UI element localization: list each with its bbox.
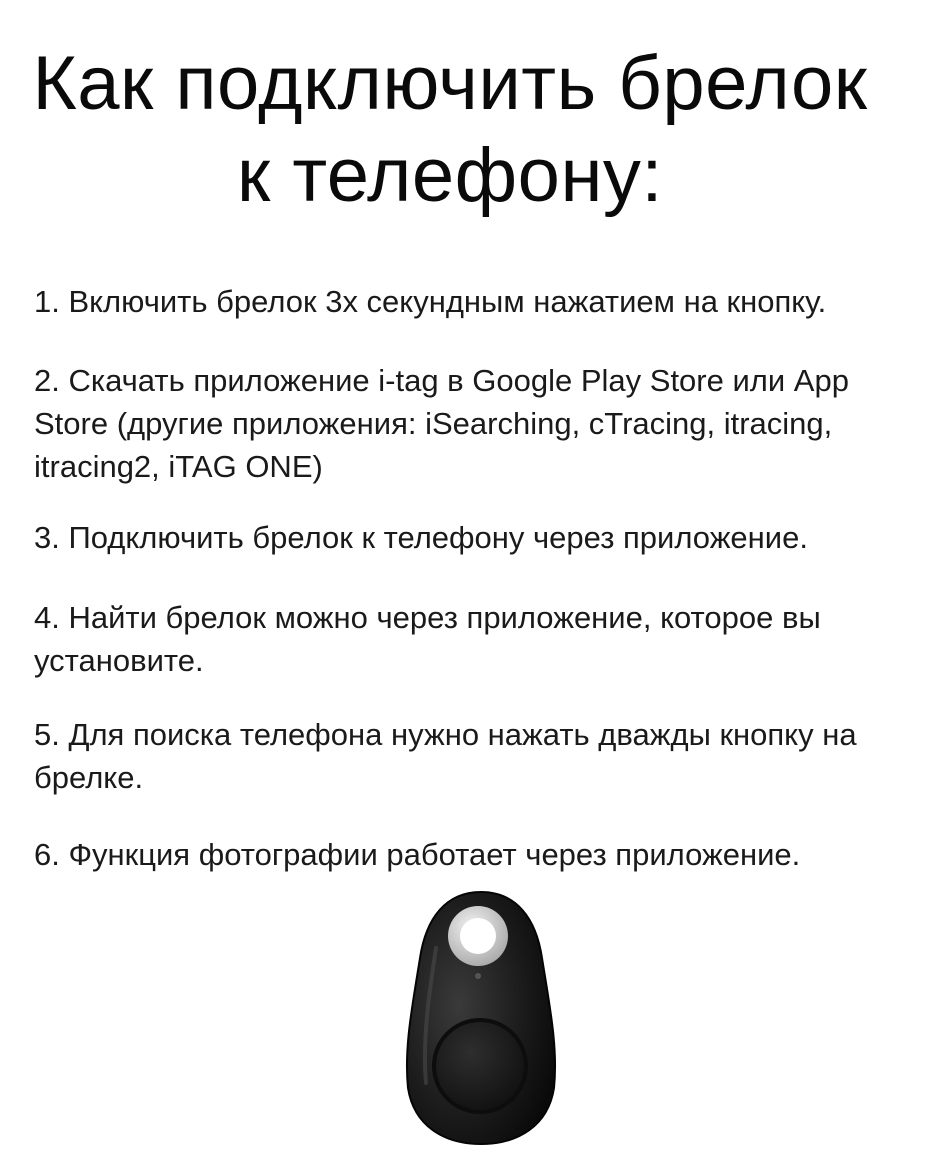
step-1: 1. Включить брелок 3х секундным нажатием на кнопку. — [34, 284, 827, 319]
step-2: 2. Скачать приложение i-tag в Google Play Store или App Store (другие приложения: iSearching, cTracing, itracing, itracing2, iTAG ONE) — [34, 363, 849, 484]
page-title-line-1: Как подключить брелок — [32, 41, 868, 126]
step-3: 3. Подключить брелок к телефону через приложение. — [34, 520, 808, 555]
step-5: 5. Для поиска телефона нужно нажать дважды кнопку на брелке. — [34, 717, 857, 795]
step-6: 6. Функция фотографии работает через приложение. — [34, 837, 801, 872]
itag-tracker-icon — [396, 888, 566, 1148]
page-title — [0, 38, 900, 222]
page-title-line-2: к телефону: — [236, 133, 664, 218]
step-4: 4. Найти брелок можно через приложение, которое вы установите. — [34, 600, 821, 678]
